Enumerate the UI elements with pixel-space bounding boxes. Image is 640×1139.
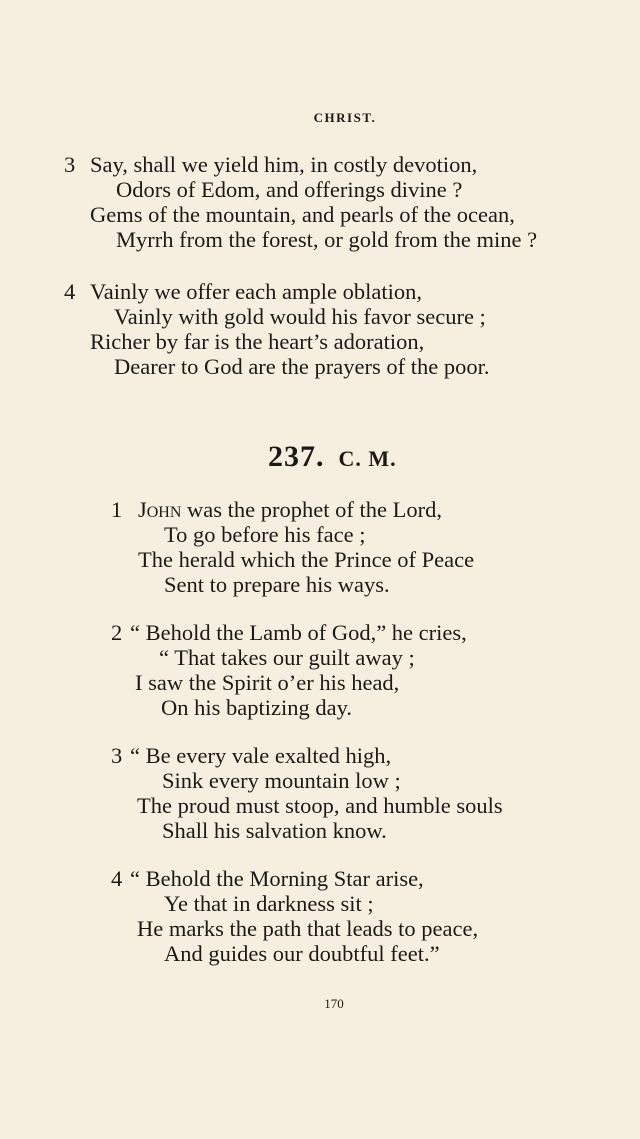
running-head: CHRIST. (313, 110, 377, 125)
stanza-number: 2 (111, 620, 123, 645)
verse-line: And guides our doubtful feet.” (164, 941, 440, 966)
verse-line: “ Behold the Lamb of God,” he cries, (130, 620, 467, 645)
stanza-number: 4 (64, 279, 76, 304)
verse-line: Sink every mountain low ; (162, 768, 401, 793)
verse-line: Ye that in darkness sit ; (164, 891, 374, 916)
verse-line: Sent to prepare his ways. (164, 572, 390, 597)
verse-line: “ That takes our guilt away ; (159, 645, 415, 670)
hymn-header (268, 440, 397, 474)
verse-line: Dearer to God are the prayers of the poor. (114, 354, 490, 379)
verse-line: Say, shall we yield him, in costly devotion, (90, 152, 478, 177)
verse-line: Gems of the mountain, and pearls of the ocean, (90, 202, 515, 227)
verse-line: Richer by far is the heart’s adoration, (90, 329, 425, 354)
verse-line: Odors of Edom, and offerings divine ? (116, 177, 463, 202)
first-word: John (138, 497, 182, 522)
verse-line: Vainly with gold would his favor secure ; (114, 304, 486, 329)
stanza-number: 3 (111, 743, 123, 768)
verse-line: I saw the Spirit o’er his head, (135, 670, 400, 695)
verse-line: Vainly we offer each ample oblation, (90, 279, 422, 304)
hymn-number: 237. (268, 440, 325, 473)
stanza-number: 1 (111, 497, 123, 522)
verse-line (138, 497, 442, 522)
verse-line: He marks the path that leads to peace, (137, 916, 479, 941)
verse-line: On his baptizing day. (161, 695, 353, 720)
verse-line-rest: was the prophet of the Lord, (181, 497, 442, 522)
verse-line: The herald which the Prince of Peace (138, 547, 475, 572)
verse-line: The proud must stoop, and humble souls (137, 793, 503, 818)
verse-line: Myrrh from the forest, or gold from the mine ? (116, 227, 538, 252)
stanza-number: 3 (64, 152, 76, 177)
stanza-number: 4 (111, 866, 123, 891)
page-number: 170 (324, 996, 344, 1011)
verse-line: “ Be every vale exalted high, (130, 743, 392, 768)
verse-line: Shall his salvation know. (162, 818, 387, 843)
hymn-meter: C. M. (338, 446, 397, 471)
verse-line: To go before his face ; (164, 522, 366, 547)
verse-line: “ Behold the Morning Star arise, (130, 866, 424, 891)
